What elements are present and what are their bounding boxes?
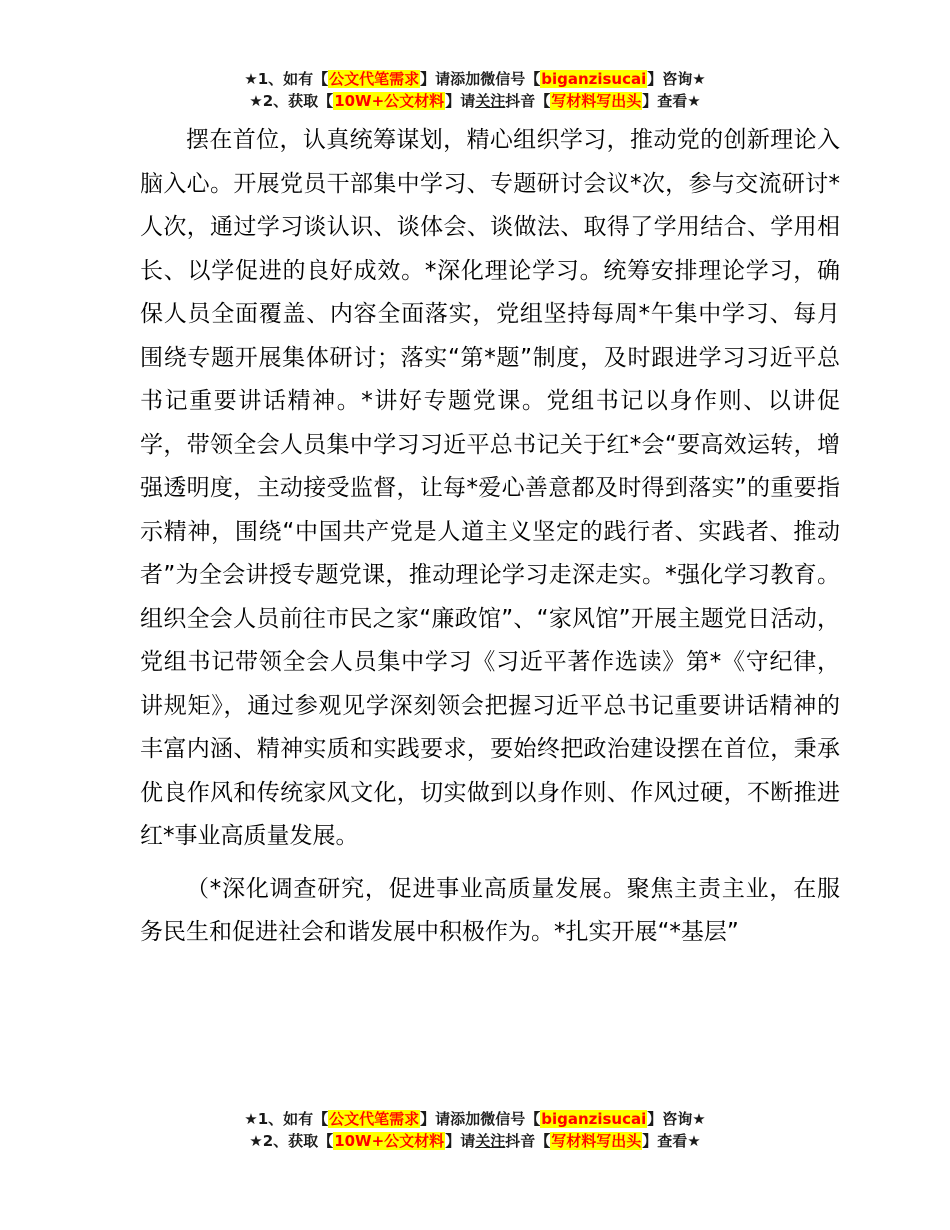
banner-text: 】请添: [420, 70, 466, 88]
banner-text: 抖音【: [505, 92, 551, 110]
banner-text: 】请添: [420, 1110, 466, 1128]
banner-text: 关注: [475, 1132, 506, 1150]
banner-text: 】查看★: [642, 1132, 701, 1150]
banner-text: ★2、获取【: [249, 92, 334, 110]
highlight-douyin-account: 写材料写出头: [551, 1132, 642, 1150]
highlight-service: 公文代笔需求: [329, 1110, 420, 1128]
banner-text: ★1、如有【: [244, 70, 329, 88]
banner-text: 】请: [445, 1132, 476, 1150]
banner-text: 抖音【: [505, 1132, 551, 1150]
banner-text: 关注: [475, 92, 506, 110]
banner-line-2: [0, 1130, 950, 1152]
banner-text: 】请: [445, 92, 476, 110]
banner-text: ★1、如有【: [244, 1110, 329, 1128]
banner-text: 微信号【: [480, 1110, 541, 1128]
banner-text: 加: [465, 1110, 481, 1128]
banner-text: 加: [465, 70, 481, 88]
banner-text: 】查看★: [642, 92, 701, 110]
banner-line-1: [0, 68, 950, 90]
banner-text: ★2、获取【: [249, 1132, 334, 1150]
document-body: [140, 119, 840, 955]
paragraph: 摆在首位，认真统筹谋划，精心组织学习，推动党的创新理论入脑入心。开展党员干部集中学习、专题研讨会议*次，参与交流研讨*人次，通过学习谈认识、谈体会、谈做法、取得了学用结合、学用相长、以学促进的良好成效。*深化理论学习。统筹安排理论学习，确保人员全面覆盖、内容全面落实，党组坚持每周*午集中学习、每月围绕专题开展集体研讨；落实“第*题”制度，及时跟进学习习近平总书记重要讲话精神。*讲好专题党课。党组书记以身作则、以讲促学，带领全会人员集中学习习近平总书记关于红*会“要高效运转，增强透明度，主动接受监督，让每*爱心善意都及时得到落实”的重要指示精神，围绕“中国共产党是人道主义坚定的践行者、实践者、推动者”为全会讲授专题党课，推动理论学习走深走实。*强化学习教育。组织全会人员前往市民之家“廉政馆”、“家风馆”开展主题党日活动，党组书记带领全会人员集中学习《习近平著作选读》第*《守纪律，讲规矩》，通过参观见学深刻领会把握习近平总书记重要讲话精神的丰富内涵、精神实质和实践要求，要始终把政治建设摆在首位，秉承优良作风和传统家风文化，切实做到以身作则、作风过硬，不断推进红*事业高质量发展。: [140, 127, 840, 849]
highlight-douyin-account: 写材料写出头: [551, 92, 642, 110]
highlight-materials: 10W+公文材料: [334, 1132, 445, 1150]
banner-line-2: [0, 90, 950, 112]
highlight-materials: 10W+公文材料: [334, 92, 445, 110]
highlight-wechat-id: biganzisucai: [541, 1110, 647, 1128]
paragraph: （*深化调查研究，促进事业高质量发展。聚焦主责主业，在服务民生和促进社会和谐发展中积极作为。*扎实开展“*基层”: [140, 875, 840, 945]
footer-banner: [0, 1108, 950, 1152]
banner-text: 】咨询★: [647, 70, 706, 88]
banner-text: 】咨询★: [647, 1110, 706, 1128]
banner-text: 微信号【: [480, 70, 541, 88]
banner-line-1: [0, 1108, 950, 1130]
header-banner: [0, 68, 950, 112]
highlight-service: 公文代笔需求: [329, 70, 420, 88]
highlight-wechat-id: biganzisucai: [541, 70, 647, 88]
